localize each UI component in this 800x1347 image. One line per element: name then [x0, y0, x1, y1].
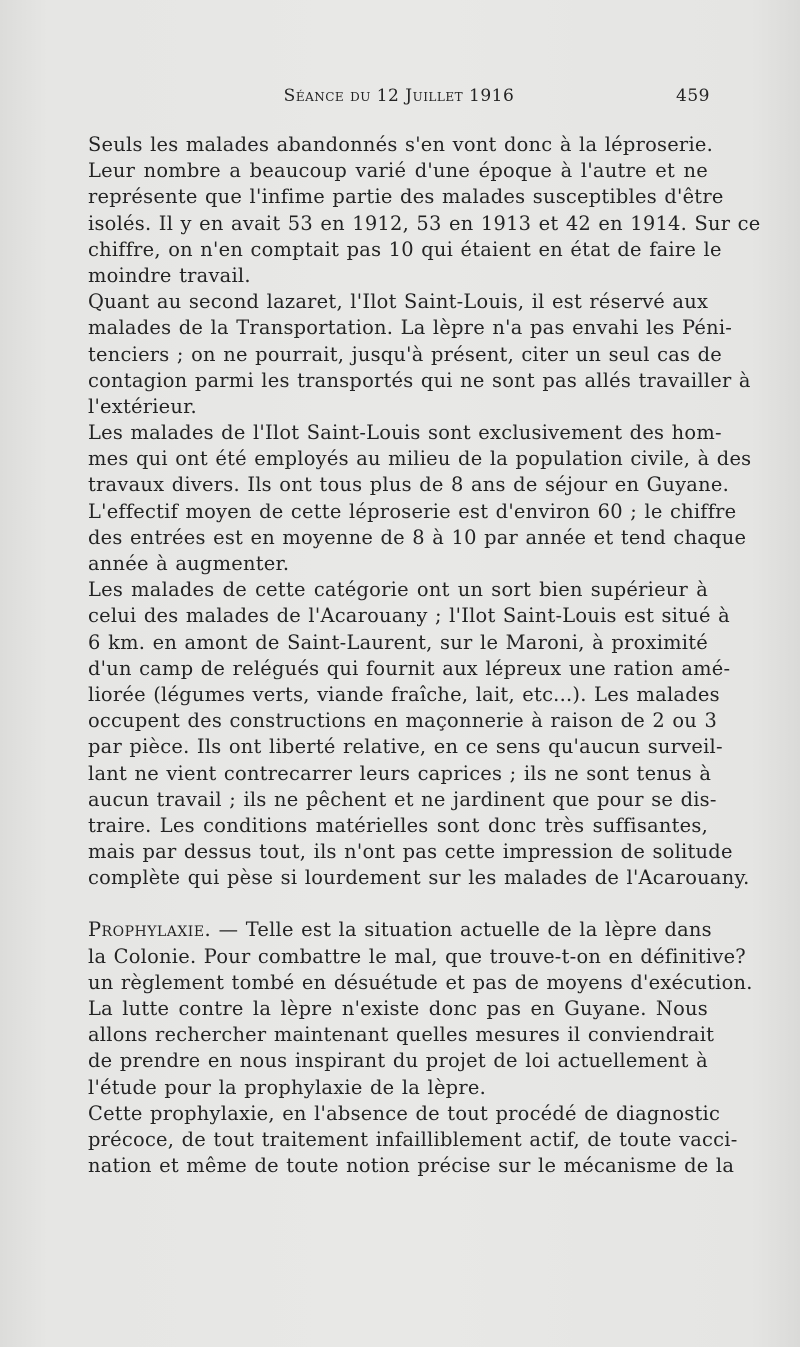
text-line: l'extérieur.	[88, 394, 197, 418]
text-line: Les malades de cette catégorie ont un sort bien supérieur à	[88, 578, 708, 602]
text-line: Leur nombre a beaucoup varié d'une époque à l'autre et ne	[88, 159, 708, 183]
text-line: aucun travail ; ils ne pêchent et ne jardinent que pour se dis-	[88, 787, 717, 811]
text-line: un règlement tombé en désuétude et pas de moyens d'exécution.	[88, 970, 753, 994]
text-line: la Colonie. Pour combattre le mal, que trouve-t-on en définitive?	[88, 944, 746, 968]
text-line: par pièce. Ils ont liberté relative, en ce sens qu'aucun surveil-	[88, 735, 723, 759]
paragraph	[88, 289, 751, 420]
text-line: malades de la Transportation. La lèpre n'a pas envahi les Péni-	[88, 316, 733, 340]
text-line: chiffre, on n'en comptait pas 10 qui étaient en état de faire le	[88, 237, 722, 261]
text-line: nation et même de toute notion précise sur le mécanisme de la	[88, 1154, 735, 1178]
text-line: Seuls les malades abandonnés s'en vont donc à la léproserie.	[88, 133, 714, 156]
section-first-line-text: — Telle est la situation actuelle de la lèpre dans	[211, 918, 712, 942]
running-head	[88, 86, 710, 116]
text-line: travaux divers. Ils ont tous plus de 8 ans de séjour en Guyane.	[88, 473, 729, 497]
paragraph	[88, 577, 750, 891]
text-line: isolés. Il y en avait 53 en 1912, 53 en 1913 et 42 en 1914. Sur ce	[88, 211, 761, 235]
text-line: de prendre en nous inspirant du projet de loi actuellement à	[88, 1049, 708, 1073]
text-line: La lutte contre la lèpre n'existe donc pas en Guyane. Nous	[88, 997, 708, 1020]
text-line: traire. Les conditions matérielles sont donc très suffisantes,	[88, 813, 708, 837]
text-line: 6 km. en amont de Saint-Laurent, sur le Maroni, à proximité	[88, 630, 708, 654]
body-text	[88, 132, 761, 1179]
section-first-line	[88, 917, 712, 943]
paragraph	[88, 132, 761, 289]
text-line: contagion parmi les transportés qui ne sont pas allés travailler à	[88, 368, 751, 392]
text-line: d'un camp de relégués qui fournit aux lépreux une ration amé-	[88, 656, 731, 680]
text-line: précoce, de tout traitement infailliblement actif, de toute vacci-	[88, 1127, 738, 1151]
paragraph	[88, 1101, 738, 1180]
text-line: celui des malades de l'Acarouany ; l'Ilot Saint-Louis est situé à	[88, 604, 730, 628]
paragraph	[88, 420, 752, 577]
section-gap	[88, 891, 708, 917]
section-heading: Prophylaxie.	[88, 918, 212, 942]
text-line: occupent des constructions en maçonnerie à raison de 2 ou 3	[88, 709, 718, 733]
text-line: moindre travail.	[88, 263, 251, 287]
text-line: l'étude pour la prophylaxie de la lèpre.	[88, 1075, 486, 1099]
text-line: allons rechercher maintenant quelles mesures il conviendrait	[88, 1023, 715, 1047]
text-line: tenciers ; on ne pourrait, jusqu'à présent, citer un seul cas de	[88, 342, 723, 366]
text-line: complète qui pèse si lourdement sur les malades de l'Acarouany.	[88, 866, 750, 890]
text-line: liorée (légumes verts, viande fraîche, lait, etc...). Les malades	[88, 682, 720, 706]
text-line: Les malades de l'Ilot Saint-Louis sont exclusivement des hom-	[88, 421, 722, 445]
text-line: mes qui ont été employés au milieu de la population civile, à des	[88, 447, 752, 471]
text-line: Cette prophylaxie, en l'absence de tout procédé de diagnostic	[88, 1101, 721, 1125]
section-paragraph	[88, 917, 753, 1100]
text-line: lant ne vient contrecarrer leurs caprices ; ils ne sont tenus à	[88, 761, 712, 785]
page-number: 459	[676, 86, 710, 106]
text-line: L'effectif moyen de cette léproserie est d'environ 60 ; le chiffre	[88, 499, 737, 523]
text-line: année à augmenter.	[88, 552, 290, 575]
running-head-title: Séance du 12 Juillet 1916	[283, 86, 515, 106]
text-line: Quant au second lazaret, l'Ilot Saint-Louis, il est réservé aux	[88, 290, 709, 314]
text-line: des entrées est en moyenne de 8 à 10 par année et tend chaque	[88, 525, 747, 549]
text-line: mais par dessus tout, ils n'ont pas cette impression de solitude	[88, 840, 733, 864]
text-line: représente que l'infime partie des malades susceptibles d'être	[88, 185, 724, 209]
